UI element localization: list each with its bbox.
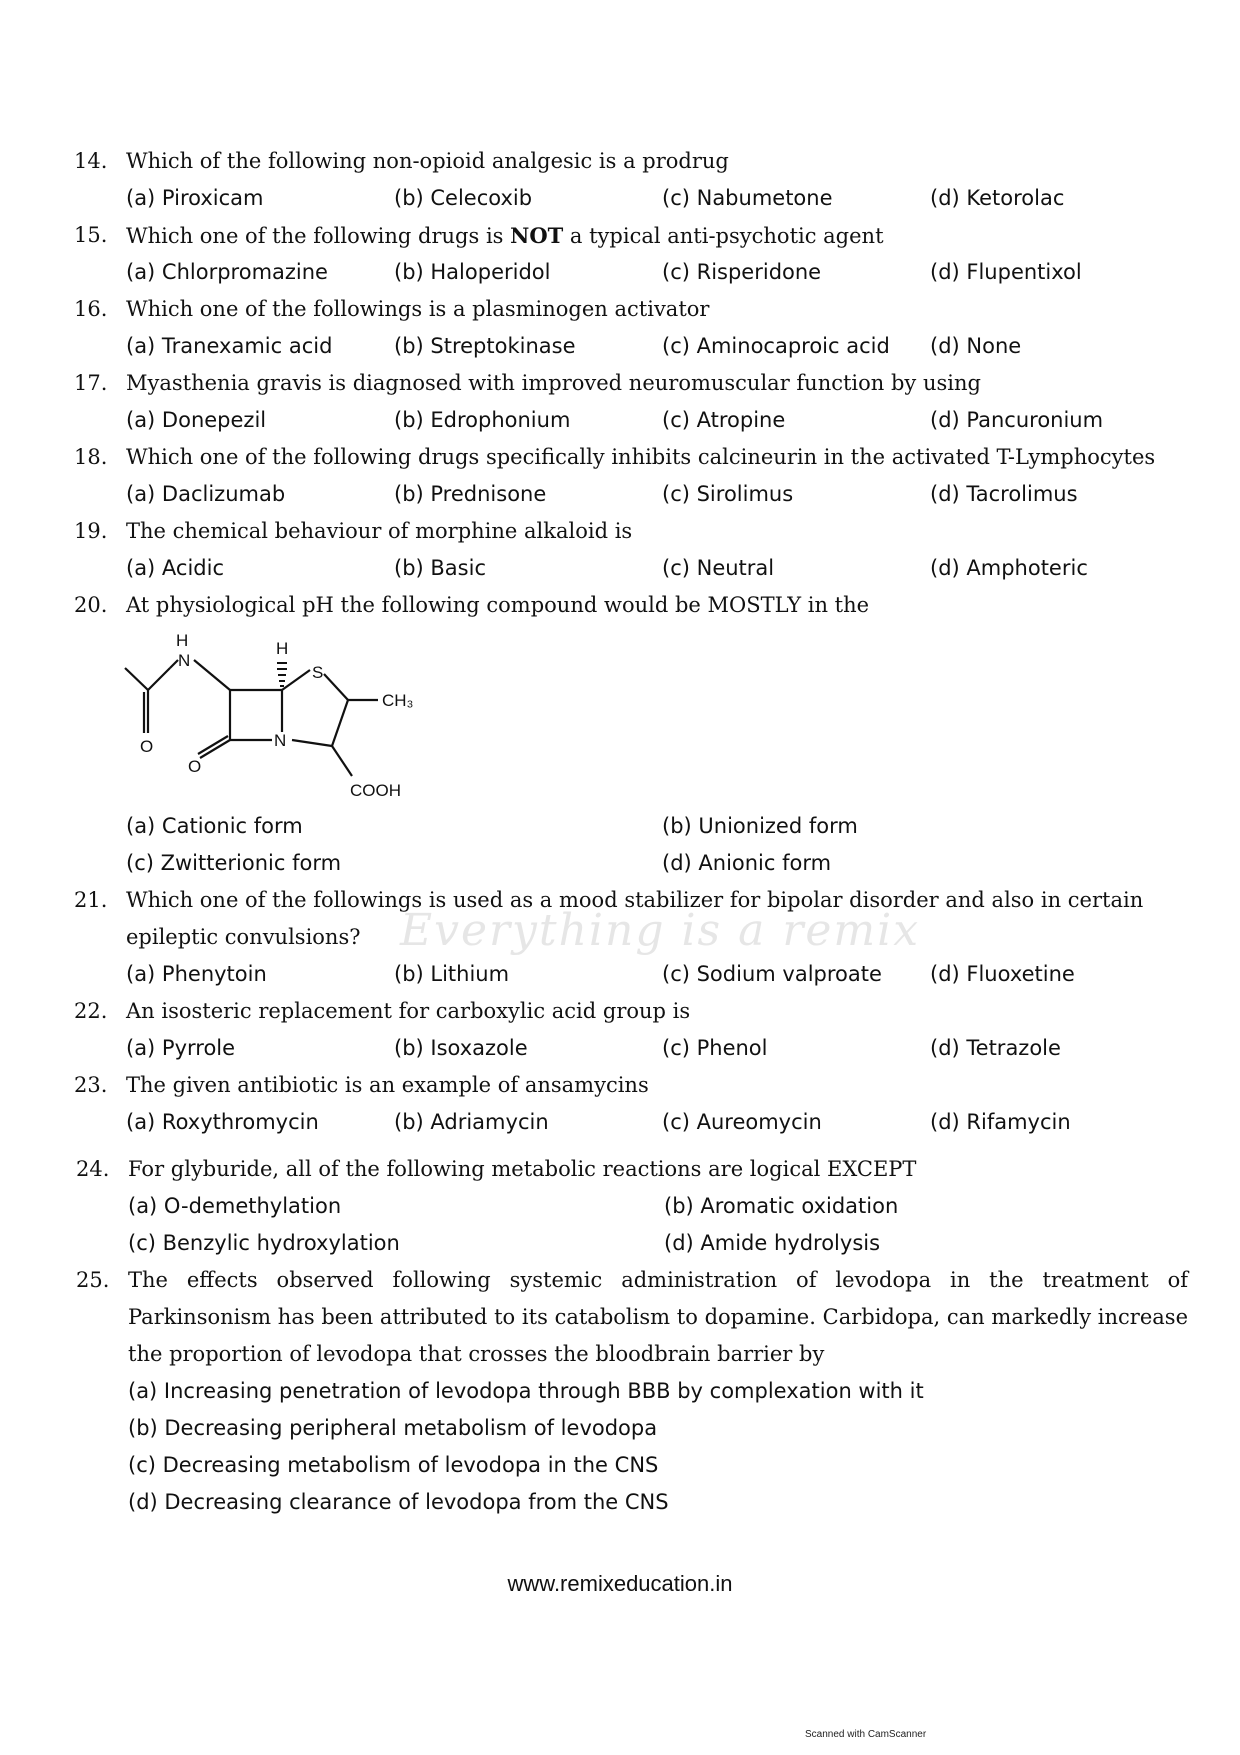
option-b: (b) Prednisone (394, 482, 547, 506)
option-c: (c) Zwitterionic form (126, 851, 342, 875)
options-19 (126, 550, 1186, 587)
stem-emphasis: NOT (510, 223, 564, 248)
option-b: (b) Isoxazole (394, 1036, 528, 1060)
option-d: (d) Anionic form (662, 851, 832, 875)
option-a: (a) Increasing penetration of levodopa through BBB by complexation with it (128, 1379, 924, 1403)
structure-atom-h-top: H (276, 639, 289, 658)
question-stem: Which one of the followings is a plasminogen activator (126, 297, 710, 321)
penicillin-structure (120, 628, 460, 808)
option-c: (c) Decreasing metabolism of levodopa in the CNS (128, 1453, 659, 1477)
question-number: 23. (74, 1073, 108, 1097)
option-a: (a) O-demethylation (128, 1194, 342, 1218)
question-stem: An isosteric replacement for carboxylic acid group is (126, 999, 691, 1023)
option-c: (c) Sirolimus (662, 482, 794, 506)
question-21 (74, 882, 1194, 956)
options-21 (126, 956, 1186, 993)
option-b: (b) Aromatic oxidation (664, 1194, 899, 1218)
option-d: (d) None (930, 334, 1022, 358)
scanner-note: Scanned with CamScanner (805, 1729, 927, 1740)
footer-url: www.remixeducation.in (507, 1571, 733, 1596)
question-number: 15. (74, 223, 108, 247)
options-14 (126, 180, 1186, 217)
option-b: (b) Basic (394, 556, 486, 580)
option-b: (b) Decreasing peripheral metabolism of levodopa (128, 1416, 658, 1440)
options-16 (126, 328, 1186, 365)
options-24-row2 (128, 1225, 1188, 1262)
option-d: (d) Tacrolimus (930, 482, 1078, 506)
options-17 (126, 402, 1186, 439)
stem-part: a typical anti-psychotic agent (563, 224, 884, 248)
option-a: (a) Daclizumab (126, 482, 286, 506)
option-d: (d) Flupentixol (930, 260, 1082, 284)
option-d: (d) Amphoteric (930, 556, 1088, 580)
option-d: (d) Tetrazole (930, 1036, 1061, 1060)
option-c: (c) Benzylic hydroxylation (128, 1231, 400, 1255)
options-23 (126, 1104, 1186, 1141)
option-b: (b) Celecoxib (394, 186, 533, 210)
question-number: 20. (74, 593, 108, 617)
question-number: 16. (74, 297, 108, 321)
option-b: (b) Edrophonium (394, 408, 571, 432)
options-20-row1 (126, 808, 1186, 845)
options-20-row2 (126, 845, 1186, 882)
option-a: (a) Donepezil (126, 408, 267, 432)
option-a: (a) Chlorpromazine (126, 260, 328, 284)
option-d: (d) Ketorolac (930, 186, 1065, 210)
option-b: (b) Haloperidol (394, 260, 551, 284)
question-stem: At physiological pH the following compound would be MOSTLY in the (126, 593, 870, 617)
question-stem: The effects observed following systemic administration of levodopa in the treatment of Parkinsonism has been attributed to its catabolism to dopamine. Carbidopa, can markedly increase the proportion of levodopa that crosses the bloodbrain barrier by (128, 1268, 1188, 1366)
option-d: (d) Decreasing clearance of levodopa from the CNS (128, 1490, 669, 1514)
question-stem: Myasthenia gravis is diagnosed with improved neuromuscular function by using (126, 371, 981, 395)
structure-atom-h: H (176, 631, 189, 650)
option-c: (c) Phenol (662, 1036, 768, 1060)
option-c: (c) Atropine (662, 408, 786, 432)
question-stem (126, 217, 1176, 255)
question-number: 22. (74, 999, 108, 1023)
option-b: (b) Adriamycin (394, 1110, 549, 1134)
stem-part: Which one of the following drugs is (126, 224, 511, 248)
option-a: (a) Tranexamic acid (126, 334, 333, 358)
options-18 (126, 476, 1186, 513)
structure-atom-o-lactam: O (188, 757, 202, 776)
question-number: 24. (76, 1157, 110, 1181)
question-number: 17. (74, 371, 108, 395)
question-stem: Which one of the followings is used as a mood stabilizer for bipolar disorder and also in certain epileptic convulsions? (126, 888, 1144, 949)
structure-atom-s: S (312, 663, 324, 682)
option-a: (a) Acidic (126, 556, 225, 580)
option-a: (a) Pyrrole (126, 1036, 236, 1060)
option-d: (d) Amide hydrolysis (664, 1231, 881, 1255)
question-number: 21. (74, 888, 108, 912)
option-d: (d) Rifamycin (930, 1110, 1071, 1134)
option-c: (c) Risperidone (662, 260, 822, 284)
question-stem: Which of the following non-opioid analgesic is a prodrug (126, 149, 729, 173)
structure-atom-n: N (178, 651, 191, 670)
option-b: (b) Streptokinase (394, 334, 576, 358)
option-a: (a) Piroxicam (126, 186, 264, 210)
structure-atom-o: O (140, 737, 154, 756)
option-c: (c) Aureomycin (662, 1110, 822, 1134)
option-c: (c) Nabumetone (662, 186, 833, 210)
option-c: (c) Aminocaproic acid (662, 334, 890, 358)
option-d: (d) Pancuronium (930, 408, 1104, 432)
option-c: (c) Sodium valproate (662, 962, 882, 986)
options-24-row1 (128, 1188, 1188, 1225)
structure-methyl: CH₃ (382, 691, 414, 710)
watermark: Everything is a remix (400, 905, 921, 956)
question-number: 19. (74, 519, 108, 543)
options-22 (126, 1030, 1186, 1067)
option-d: (d) Fluoxetine (930, 962, 1075, 986)
question-number: 25. (76, 1268, 110, 1292)
question-stem: Which one of the following drugs specifically inhibits calcineurin in the activated T-Lymphocytes (126, 445, 1156, 469)
structure-carboxyl: COOH (350, 781, 401, 800)
structure-atom-n-ring: N (274, 731, 287, 750)
option-c: (c) Neutral (662, 556, 775, 580)
question-number: 14. (74, 149, 108, 173)
question-number: 18. (74, 445, 108, 469)
question-stem: The given antibiotic is an example of ansamycins (126, 1073, 649, 1097)
question-25 (76, 1262, 1196, 1373)
option-b: (b) Lithium (394, 962, 510, 986)
options-15 (126, 254, 1186, 291)
question-stem: For glyburide, all of the following metabolic reactions are logical EXCEPT (128, 1157, 917, 1181)
option-a: (a) Roxythromycin (126, 1110, 319, 1134)
option-b: (b) Unionized form (662, 814, 858, 838)
option-a: (a) Phenytoin (126, 962, 267, 986)
option-a: (a) Cationic form (126, 814, 303, 838)
question-stem: The chemical behaviour of morphine alkaloid is (126, 519, 633, 543)
